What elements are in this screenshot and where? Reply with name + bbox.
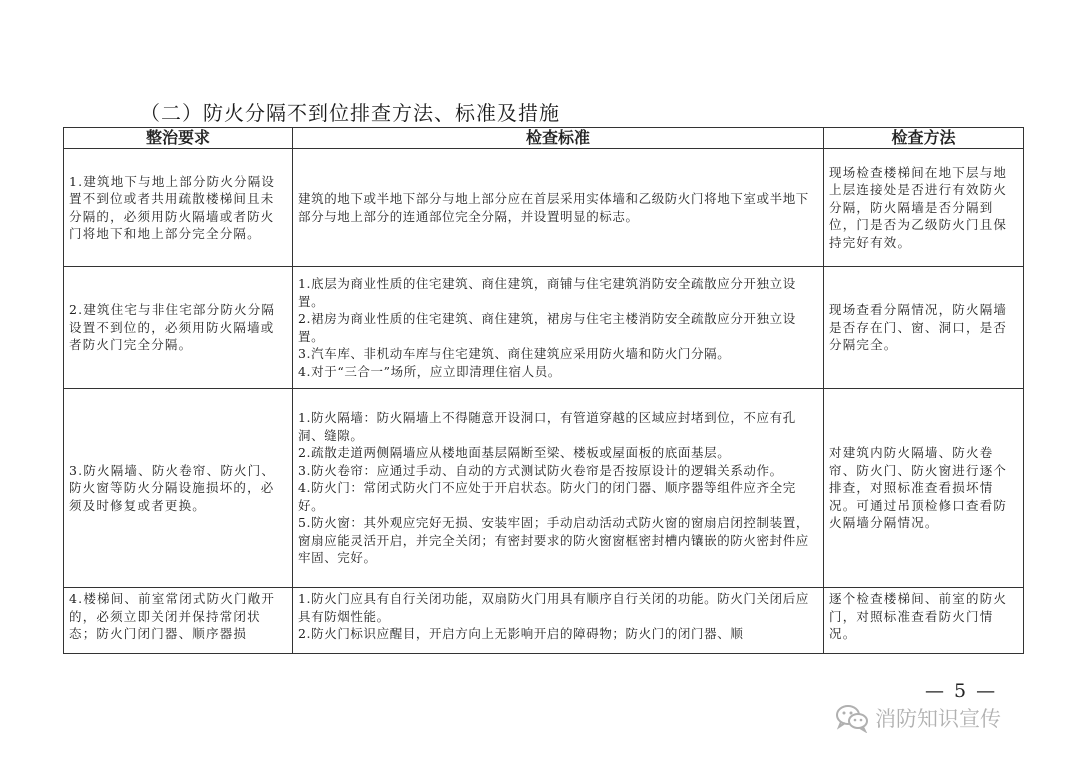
- page-number: — 5 —: [925, 680, 998, 702]
- standard-cell: [293, 149, 824, 267]
- page-title: （二）防火分隔不到位排查方法、标准及措施: [140, 101, 560, 125]
- watermark: [835, 698, 1055, 738]
- inspection-table: [63, 127, 1024, 654]
- standard-cell: [293, 389, 824, 588]
- standard-item: 4.防火门：常闭式防火门不应处于开启状态。防火门的闭门器、顺序器等组件应齐全完好。: [298, 480, 796, 513]
- header-requirement: 整治要求: [64, 128, 293, 149]
- method-cell: 对建筑内防火隔墙、防火卷帘、防火门、防火窗进行逐个排查，对照标准查看损坏情况。可通过吊顶检修口查看防火隔墙分隔情况。: [824, 389, 1024, 588]
- method-cell: 现场检查楼梯间在地下层与地上层连接处是否进行有效防火分隔，防火隔墙是否分隔到位，门是否为乙级防火门且保持完好有效。: [824, 149, 1024, 267]
- wechat-icon: [835, 703, 869, 733]
- standard-item: 2.防火门标识应醒目，开启方向上无影响开启的障碍物；防火门的闭门器、顺: [298, 626, 744, 641]
- requirement-cell: 1.建筑地下与地上部分防火分隔设置不到位或者共用疏散楼梯间且未分隔的，必须用防火隔墙或者防火门将地下和地上部分完全分隔。: [64, 149, 293, 267]
- table-header-row: [64, 128, 1024, 149]
- standard-item: 1.底层为商业性质的住宅建筑、商住建筑，商铺与住宅建筑消防安全疏散应分开独立设置。: [298, 276, 796, 309]
- standard-item: 建筑的地下或半地下部分与地上部分应在首层采用实体墙和乙级防火门将地下室或半地下部分与地上部分的连通部位完全分隔，并设置明显的标志。: [298, 191, 809, 224]
- standard-cell: [293, 267, 824, 389]
- watermark-text: 消防知识宣传: [875, 707, 1001, 731]
- method-cell: 现场查看分隔情况，防火隔墙是否存在门、窗、洞口，是否分隔完全。: [824, 267, 1024, 389]
- table-row: [64, 389, 1024, 588]
- standard-item: 1.防火门应具有自行关闭功能，双扇防火门用具有顺序自行关闭的功能。防火门关闭后应具有防烟性能。: [298, 591, 809, 624]
- header-standard: 检查标准: [293, 128, 824, 149]
- standard-cell: [293, 588, 824, 654]
- requirement-cell: 3.防火隔墙、防火卷帘、防火门、防火窗等防火分隔设施损坏的，必须及时修复或者更换。: [64, 389, 293, 588]
- standard-item: 1.防火隔墙：防火隔墙上不得随意开设洞口，有管道穿越的区域应封堵到位，不应有孔洞、缝隙。: [298, 410, 796, 443]
- requirement-cell: 2.建筑住宅与非住宅部分防火分隔设置不到位的，必须用防火隔墙或者防火门完全分隔。: [64, 267, 293, 389]
- standard-item: 3.防火卷帘：应通过手动、自动的方式测试防火卷帘是否按原设计的逻辑关系动作。: [298, 462, 783, 478]
- table-row: [64, 149, 1024, 267]
- standard-item: 4.对于“三合一”场所，应立即清理住宿人员。: [298, 363, 561, 379]
- standard-item: 3.汽车库、非机动车库与住宅建筑、商住建筑应采用防火墙和防火门分隔。: [298, 346, 731, 361]
- requirement-cell: 4.楼梯间、前室常闭式防火门敞开的，必须立即关闭并保持常闭状态；防火门闭门器、顺序器损: [64, 588, 293, 654]
- header-method: 检查方法: [824, 128, 1024, 149]
- standard-item: 2.裙房为商业性质的住宅建筑、商住建筑，裙房与住宅主楼消防安全疏散应分开独立设置。: [298, 311, 796, 344]
- method-cell: 逐个检查楼梯间、前室的防火门，对照标准查看防火门情况。: [824, 588, 1024, 654]
- table-row: [64, 588, 1024, 654]
- standard-item: 2.疏散走道两侧隔墙应从楼地面基层隔断至梁、楼板或屋面板的底面基层。: [298, 445, 731, 461]
- standard-item: 5.防火窗：其外观应完好无损、安装牢固；手动启动活动式防火窗的窗扇启闭控制装置，窗扇应能灵活开启，并完全关闭；有密封要求的防火窗窗框密封槽内镶嵌的防火密封件应牢固、完好。: [298, 515, 809, 566]
- table-row: [64, 267, 1024, 389]
